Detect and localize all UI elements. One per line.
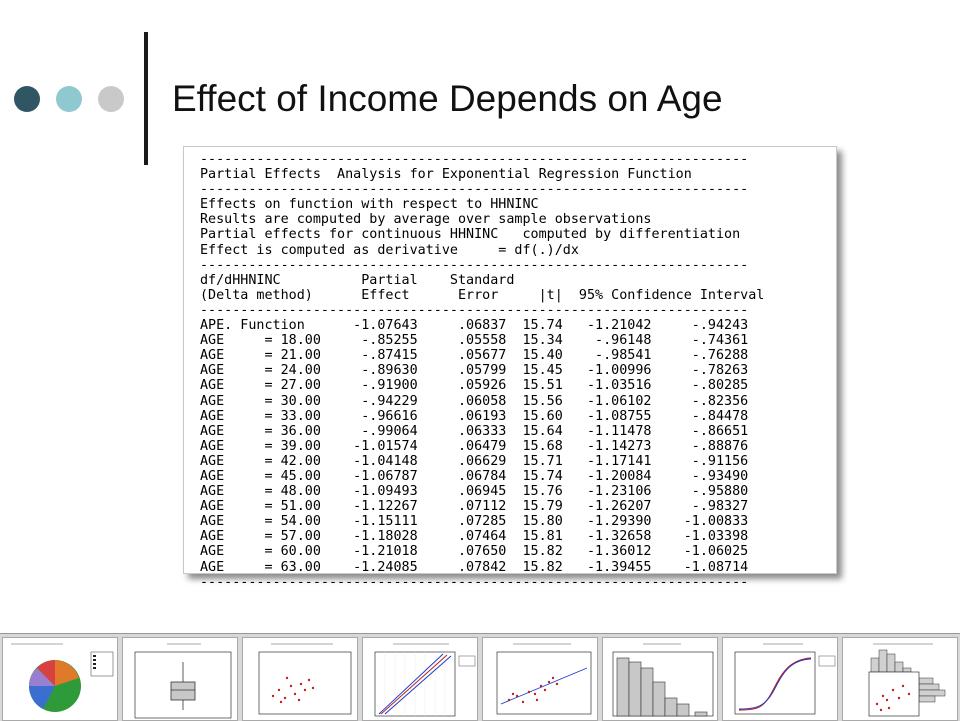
rule-line: --------------------------------------------------------------------: [200, 152, 749, 167]
rule-line: --------------------------------------------------------------------: [200, 182, 749, 198]
info-line: Partial effects for continuous HHNINC computed by differentiation: [200, 227, 741, 243]
table-row: AGE = 63.00 -1.24085 .07842 15.82 -1.39455 -1.08714: [200, 559, 749, 575]
boxplot-icon: [123, 638, 238, 721]
cdf-thumbnail[interactable]: [722, 637, 838, 721]
table-row: AGE = 48.00 -1.09493 .06945 15.76 -1.23106 -.95880: [200, 484, 749, 500]
slide-title: Effect of Income Depends on Age: [172, 78, 723, 119]
table-row: APE. Function -1.07643 .06837 15.74 -1.21042 -.94243: [200, 318, 749, 334]
table-row: AGE = 60.00 -1.21018 .07650 15.82 -1.36012 -1.06025: [200, 544, 749, 560]
table-row: AGE = 42.00 -1.04148 .06629 15.71 -1.17141 -.91156: [200, 453, 749, 469]
table-row: AGE = 51.00 -1.12267 .07112 15.79 -1.26207 -.98327: [200, 499, 749, 515]
rule-line: --------------------------------------------------------------------: [200, 302, 749, 318]
table-row: AGE = 30.00 -.94229 .06058 15.56 -1.06102 -.82356: [200, 393, 749, 409]
pie-icon: [3, 638, 118, 721]
table-header-line: df/dHHNINC Partial Standard: [200, 272, 515, 288]
title-divider: [144, 32, 148, 165]
probability-plot-thumbnail[interactable]: [362, 637, 478, 721]
table-row: AGE = 36.00 -.99064 .06333 15.64 -1.11478 -.86651: [200, 423, 749, 439]
info-line: Results are computed by average over sample observations: [200, 212, 652, 228]
accent-dot-light: [98, 86, 124, 112]
table-row: AGE = 39.00 -1.01574 .06479 15.68 -1.14273 -.88876: [200, 438, 749, 454]
info-line: Effect is computed as derivative = df(.)/dx: [200, 242, 579, 258]
scatter-icon: [243, 638, 358, 721]
histogram-thumbnail[interactable]: [602, 637, 718, 721]
table-row: AGE = 54.00 -1.15111 .07285 15.80 -1.29390 -1.00833: [200, 514, 749, 530]
pie-chart-thumbnail[interactable]: [2, 637, 118, 721]
info-line: Effects on function with respect to HHNINC: [200, 197, 539, 213]
scatter-fit-thumbnail[interactable]: [482, 637, 598, 721]
probability-plot-icon: [363, 638, 478, 721]
table-row: AGE = 21.00 -.87415 .05677 15.40 -.98541 -.76288: [200, 348, 749, 364]
accent-dots: [14, 86, 124, 114]
scatter-fit-icon: [483, 638, 598, 721]
table-row: AGE = 45.00 -1.06787 .06784 15.74 -1.20084 -.93490: [200, 468, 749, 484]
table-row: AGE = 18.00 -.85255 .05558 15.34 -.96148 -.74361: [200, 333, 749, 349]
histogram-icon: [603, 638, 718, 721]
table-header-line: (Delta method) Effect Error |t| 95% Confidence Interval: [200, 287, 765, 303]
regression-output-panel: [183, 146, 837, 590]
boxplot-thumbnail[interactable]: [122, 637, 238, 721]
cdf-icon: [723, 638, 838, 721]
output-heading: Partial Effects Analysis for Exponential Regression Function: [200, 167, 692, 183]
rule-line: --------------------------------------------------------------------: [200, 574, 749, 590]
table-row: AGE = 27.00 -.91900 .05926 15.51 -1.03516 -.80285: [200, 378, 749, 394]
thumbnail-strip: [0, 633, 960, 721]
table-row: AGE = 24.00 -.89630 .05799 15.45 -1.00996 -.78263: [200, 363, 749, 379]
marginal-plot-icon: [843, 638, 958, 721]
accent-dot-mid: [56, 86, 82, 112]
table-row: AGE = 57.00 -1.18028 .07464 15.81 -1.32658 -1.03398: [200, 529, 749, 545]
table-row: AGE = 33.00 -.96616 .06193 15.60 -1.08755 -.84478: [200, 408, 749, 424]
accent-dot-dark: [14, 86, 40, 112]
scatter-thumbnail[interactable]: [242, 637, 358, 721]
marginal-plot-thumbnail[interactable]: [842, 637, 958, 721]
rule-line: --------------------------------------------------------------------: [200, 257, 749, 273]
regression-output-text: [200, 152, 764, 590]
